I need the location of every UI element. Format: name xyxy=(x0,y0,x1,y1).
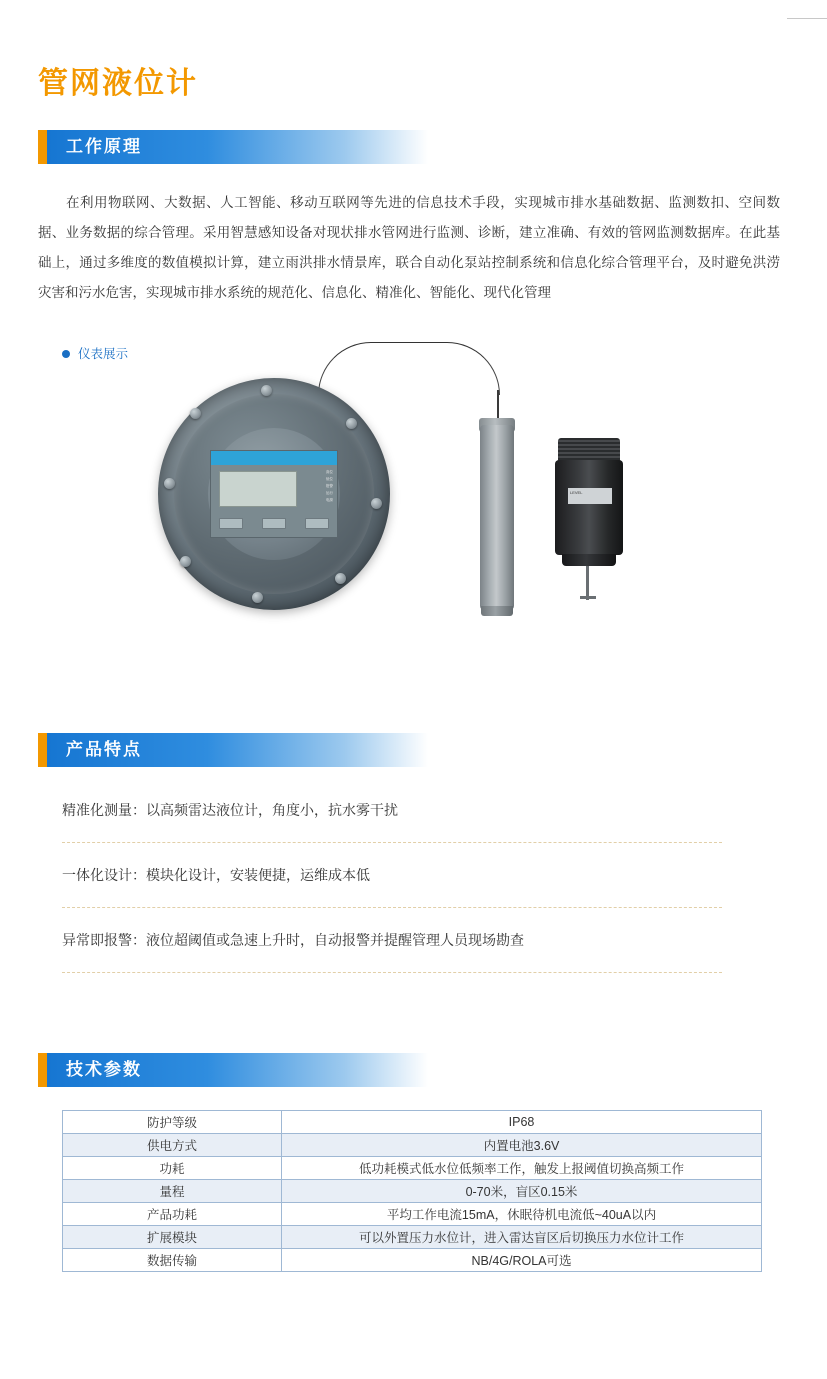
panel-button-ok xyxy=(305,518,329,529)
meter-control-panel xyxy=(210,450,338,538)
page-title: 管网液位计 xyxy=(38,67,198,100)
spec-value: 低功耗模式低水位低频率工作，触发上报阈值切换高频工作 xyxy=(282,1157,762,1180)
probe-tube xyxy=(480,425,514,610)
housing-screw xyxy=(190,408,201,419)
indicator-label-3: 运行 xyxy=(325,491,333,495)
spec-table xyxy=(62,1110,762,1272)
spec-key: 防护等级 xyxy=(63,1111,282,1134)
indicator-label-4: 电源 xyxy=(325,498,333,502)
section-accent-bar xyxy=(38,733,47,767)
section-title-principle: 工作原理 xyxy=(66,137,142,156)
spec-value: IP68 xyxy=(282,1111,762,1134)
section-accent-bar xyxy=(38,1053,47,1087)
spec-value: NB/4G/ROLA可选 xyxy=(282,1249,762,1272)
sensor-wire xyxy=(586,566,589,600)
table-row xyxy=(63,1157,762,1180)
principle-paragraph: 在利用物联网、大数据、人工智能、移动互联网等先进的信息技术手段，实现城市排水基础数据、监测数扣、空间数据、业务数据的综合管理。采用智慧感知设备对现状排水管网进行监测、诊断，建立准确、有效的管网监测数据库。在此基础上，通过多维度的数值模拟计算，建立雨洪排水情景库，联合自动化泵站控制系统和信息化综合管理平台，及时避免洪涝灾害和污水危害，实现城市排水系统的规范化、信息化、精准化、智能化、现代化管理 xyxy=(38,195,780,300)
meter-ring xyxy=(174,394,374,594)
probe-foot xyxy=(481,606,513,616)
sensor-body xyxy=(555,460,623,555)
panel-button-up xyxy=(262,518,286,529)
spec-value: 可以外置压力水位计，进入雷达盲区后切换压力水位计工作 xyxy=(282,1226,762,1249)
housing-screw xyxy=(252,592,263,603)
spec-key: 数据传输 xyxy=(63,1249,282,1272)
table-row xyxy=(63,1180,762,1203)
spec-value: 平均工作电流15mA，休眠待机电流低~40uA以内 xyxy=(282,1203,762,1226)
list-item: 精准化测量：以高频雷达液位计，角度小，抗水雾干扰 xyxy=(62,800,722,843)
list-item: 一体化设计：模块化设计，安装便捷，运维成本低 xyxy=(62,865,722,908)
spec-key: 扩展模块 xyxy=(63,1226,282,1249)
gallery-label: 仪表展示 xyxy=(78,347,129,361)
section-header-principle xyxy=(38,130,428,164)
spec-value: 0-70米，盲区0.15米 xyxy=(282,1180,762,1203)
panel-button-set xyxy=(219,518,243,529)
meter-face xyxy=(208,428,340,560)
housing-screw xyxy=(261,385,272,396)
table-row xyxy=(63,1203,762,1226)
spec-key: 供电方式 xyxy=(63,1134,282,1157)
table-row xyxy=(63,1111,762,1134)
section-title-features: 产品特点 xyxy=(66,740,142,759)
section-title-specs: 技术参数 xyxy=(66,1060,142,1079)
meter-housing xyxy=(158,378,390,610)
sensor-bottom-cap xyxy=(562,554,616,566)
panel-header-strip xyxy=(211,451,337,465)
spec-key: 产品功耗 xyxy=(63,1203,282,1226)
list-item: 异常即报警：液位超阈值或急速上升时，自动报警并提醒管理人员现场勘查 xyxy=(62,930,722,973)
sensor-nameplate: LEVEL xyxy=(568,488,612,504)
table-row xyxy=(63,1226,762,1249)
lcd-display xyxy=(219,471,297,507)
section-header-features xyxy=(38,733,428,767)
panel-button-row xyxy=(219,518,329,529)
product-image xyxy=(150,330,630,660)
indicator-label-2: 报警 xyxy=(325,484,333,488)
bullet-dot-icon xyxy=(62,350,70,358)
spec-key: 功耗 xyxy=(63,1157,282,1180)
cable-arc xyxy=(318,342,500,395)
housing-screw xyxy=(371,498,382,509)
housing-screw xyxy=(335,573,346,584)
indicator-label-0: 高位 xyxy=(325,470,333,474)
indicator-labels xyxy=(305,469,333,504)
sensor-wire-bend xyxy=(580,596,596,599)
feature-list xyxy=(62,800,722,995)
top-rule-decoration xyxy=(787,18,827,19)
table-row xyxy=(63,1134,762,1157)
table-row xyxy=(63,1249,762,1272)
spec-value: 内置电池3.6V xyxy=(282,1134,762,1157)
housing-screw xyxy=(346,418,357,429)
housing-screw xyxy=(164,478,175,489)
section-accent-bar xyxy=(38,130,47,164)
indicator-label-1: 低位 xyxy=(325,477,333,481)
housing-screw xyxy=(180,556,191,567)
spec-key: 量程 xyxy=(63,1180,282,1203)
section-header-specs xyxy=(38,1053,428,1087)
